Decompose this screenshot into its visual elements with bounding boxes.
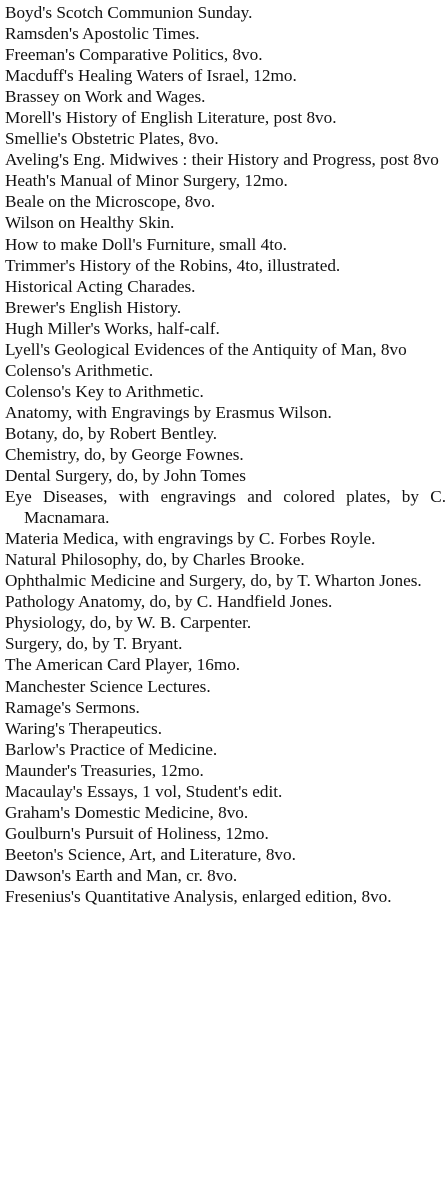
list-item: Chemistry, do, by George Fownes. xyxy=(5,444,244,464)
list-item: Ramage's Sermons. xyxy=(5,697,140,717)
list-item: Heath's Manual of Minor Surgery, 12mo. xyxy=(5,171,288,191)
list-item: How to make Doll's Furniture, small 4to. xyxy=(5,234,287,254)
list-item: Brewer's English History. xyxy=(5,297,182,317)
list-item: Colenso's Key to Arithmetic. xyxy=(5,381,204,401)
list-item: Dawson's Earth and Man, cr. 8vo. xyxy=(5,865,238,885)
list-item: Graham's Domestic Medicine, 8vo. xyxy=(5,802,249,822)
list-item: Physiology, do, by W. B. Carpenter. xyxy=(5,613,252,633)
list-item: Surgery, do, by T. Bryant. xyxy=(5,634,183,654)
list-item: Macduff's Healing Waters of Israel, 12mo. xyxy=(5,66,297,86)
list-item: Aveling's Eng. Midwives : their History and Progress, post 8vo xyxy=(5,150,439,170)
list-item: Botany, do, by Robert Bentley. xyxy=(5,423,218,443)
book-list xyxy=(5,2,446,907)
list-item: Brassey on Work and Wages. xyxy=(5,87,206,107)
list-item: Colenso's Arithmetic. xyxy=(5,360,154,380)
list-item: Smellie's Obstetric Plates, 8vo. xyxy=(5,129,219,149)
list-item: Beeton's Science, Art, and Literature, 8vo. xyxy=(5,844,296,864)
list-item: Trimmer's History of the Robins, 4to, illustrated. xyxy=(5,255,341,275)
list-item: Lyell's Geological Evidences of the Antiquity of Man, 8vo xyxy=(5,339,407,359)
list-item: Ramsden's Apostolic Times. xyxy=(5,24,200,44)
list-item: Dental Surgery, do, by John Tomes xyxy=(5,466,246,486)
list-item: Freeman's Comparative Politics, 8vo. xyxy=(5,45,263,65)
list-item: Eye Diseases, with engravings and colored plates, by C. Macnamara. xyxy=(5,487,446,528)
list-item: Beale on the Microscope, 8vo. xyxy=(5,192,216,212)
list-item: The American Card Player, 16mo. xyxy=(5,655,241,675)
list-item: Manchester Science Lectures. xyxy=(5,676,211,696)
list-item: Hugh Miller's Works, half-calf. xyxy=(5,318,220,338)
list-item: Goulburn's Pursuit of Holiness, 12mo. xyxy=(5,823,269,843)
list-item: Macaulay's Essays, 1 vol, Student's edit. xyxy=(5,781,283,801)
list-item: Maunder's Treasuries, 12mo. xyxy=(5,760,204,780)
list-item: Wilson on Healthy Skin. xyxy=(5,213,175,233)
list-item: Historical Acting Charades. xyxy=(5,276,196,296)
list-item: Barlow's Practice of Medicine. xyxy=(5,739,218,759)
list-item: Waring's Therapeutics. xyxy=(5,718,162,738)
list-item: Boyd's Scotch Communion Sunday. xyxy=(5,3,253,22)
list-item: Morell's History of English Literature, post 8vo. xyxy=(5,108,337,128)
list-item: Natural Philosophy, do, by Charles Brooke. xyxy=(5,550,305,570)
list-item: Pathology Anatomy, do, by C. Handfield Jones. xyxy=(5,592,333,612)
list-item: Materia Medica, with engravings by C. Forbes Royle. xyxy=(5,529,376,549)
list-item: Ophthalmic Medicine and Surgery, do, by T. Wharton Jones. xyxy=(5,571,422,591)
list-item: Fresenius's Quantitative Analysis, enlarged edition, 8vo. xyxy=(5,886,392,906)
list-item: Anatomy, with Engravings by Erasmus Wilson. xyxy=(5,402,332,422)
